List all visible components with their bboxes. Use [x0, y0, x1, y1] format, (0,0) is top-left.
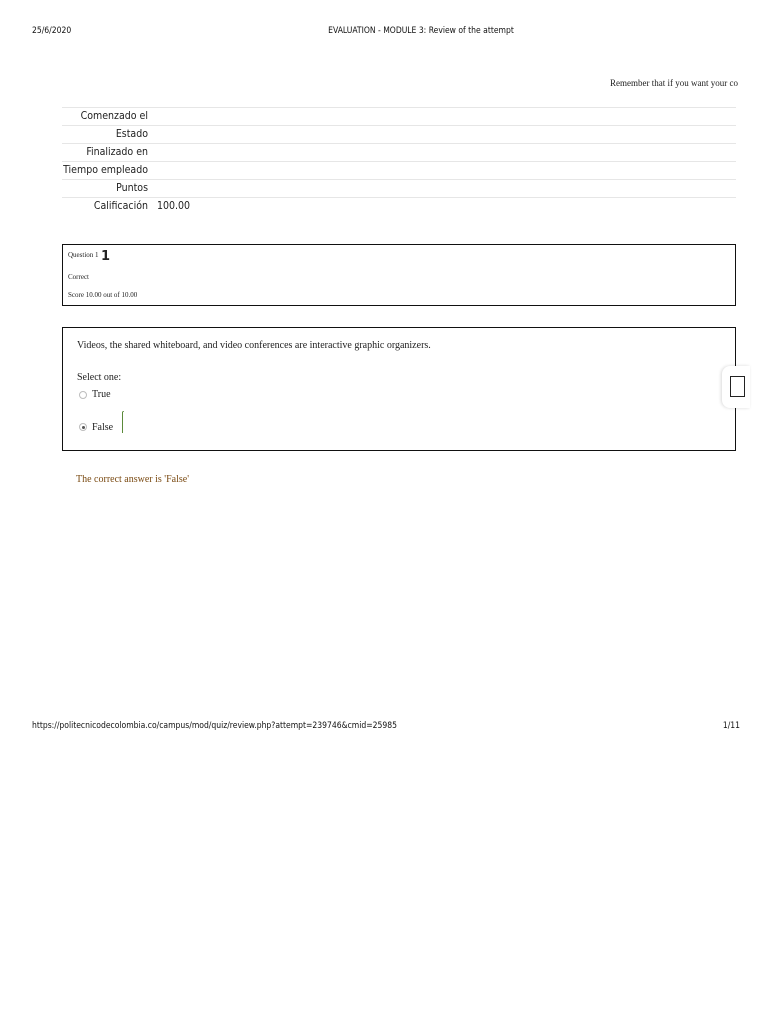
option-label: True: [92, 389, 111, 400]
question-text: Videos, the shared whiteboard, and video conferences are interactive graphic organizers.: [77, 340, 431, 351]
question-number: 1: [101, 249, 111, 264]
summary-value: 100.00: [157, 198, 736, 216]
summary-label: Puntos: [62, 180, 157, 198]
question-info-box: [62, 244, 736, 306]
summary-label: Calificación: [62, 198, 157, 216]
print-date: 25/6/2020: [32, 26, 72, 36]
attempt-summary-table: [62, 107, 736, 215]
summary-label: Estado: [62, 126, 157, 144]
print-url: https://politecnicodecolombia.co/campus/mod/quiz/review.php?attempt=239746&cmid=25985: [32, 721, 397, 731]
summary-label: Finalizado en: [62, 144, 157, 162]
summary-row-started: [62, 108, 736, 126]
summary-value: [157, 180, 736, 198]
summary-label: Comenzado el: [62, 108, 157, 126]
correct-tick-icon: [121, 411, 124, 433]
radio-false[interactable]: [79, 423, 87, 431]
option-true[interactable]: [79, 389, 111, 400]
summary-row-grade: [62, 198, 736, 216]
summary-value: [157, 162, 736, 180]
question-state: Correct: [68, 273, 89, 281]
summary-value: [157, 126, 736, 144]
summary-row-state: [62, 126, 736, 144]
print-page-number: 1/11: [722, 721, 740, 731]
question-content-box: [62, 327, 736, 451]
summary-value: [157, 144, 736, 162]
correct-answer-feedback: The correct answer is 'False': [76, 474, 190, 485]
notice-text: Remember that if you want your co: [610, 78, 738, 88]
summary-label: Tiempo empleado: [62, 162, 157, 180]
summary-value: [157, 108, 736, 126]
select-one-label: Select one:: [77, 372, 122, 383]
option-false[interactable]: [79, 416, 124, 438]
option-label: False: [92, 421, 114, 433]
summary-row-points: [62, 180, 736, 198]
print-title: EVALUATION - MODULE 3: Review of the attempt: [328, 26, 514, 36]
question-label: Question 1: [68, 251, 99, 259]
flag-question-icon[interactable]: [722, 366, 750, 408]
summary-row-finished: [62, 144, 736, 162]
summary-row-time: [62, 162, 736, 180]
radio-true[interactable]: [79, 391, 87, 399]
question-score: Score 10.00 out of 10.00: [68, 291, 138, 299]
